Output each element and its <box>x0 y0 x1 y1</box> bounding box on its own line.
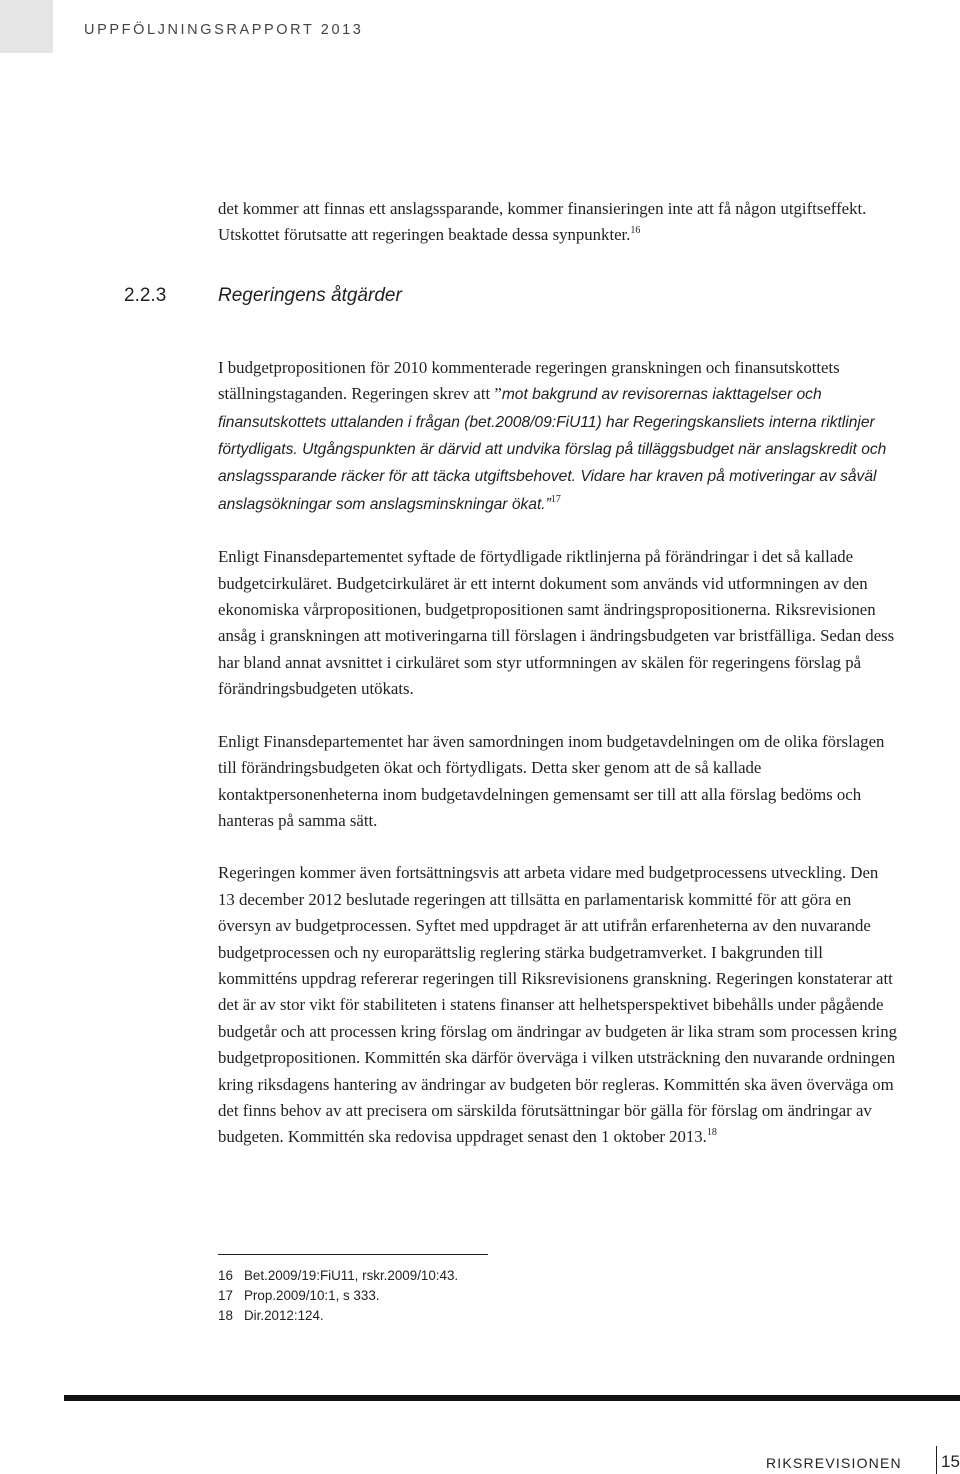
footnote-text: Bet.2009/19:FiU11, rskr.2009/10:43. <box>244 1268 459 1283</box>
paragraph-3: Enligt Finansdepartementet har även samordningen inom budgetavdelningen om de olika förslagen till förändringsbudgeten ökat och förtydligats. Detta sker genom att de så kallade kontaktpersonenheterna inom budgetavdelningen gemensamt ser till att alla förslag bedöms och hanteras på samma sätt. <box>218 731 885 830</box>
paragraph-4-text: Regeringen kommer även fortsättningsvis att arbeta vidare med budgetprocessens utveckling. Den 13 december 2012 beslutade regeringen att tillsätta en parlamentarisk kommitté för att göra en översyn av budgetprocessen. Syftet med uppdraget är att utifrån erfarenheterna av den nuvarande budgetprocessen och ny europarättslig reglering stärka budgetramverket. I bakgrunden till kommitténs uppdrag refererar regeringen till Riksrevisionens granskning. Regeringen konstaterar att det är av stor vikt för stabiliteten i statens finanser att helhetsperspektivet bibehålls under pågående budgetår och att processen kring förslag om ändringar av budgeten är lika stram som processen kring budgetpropositionen. Kommittén ska därför överväga i vilken utsträckning den nuvarande ordningen kring riksdagens hantering av ändringar av budgeten bör regleras. Kommittén ska även överväga om det finns behov av att precisera om särskilda förutsättningar bör gälla för förslag om ändringar av budgeten. Kommittén ska redovisa uppdraget senast den 1 oktober 2013. <box>218 863 897 1147</box>
footnote-ref-18: 18 <box>706 1127 717 1139</box>
paragraph-1 <box>218 355 898 518</box>
running-header: UPPFÖLJNINGSRAPPORT 2013 <box>84 22 364 38</box>
footnote-number: 18 <box>218 1308 233 1323</box>
paragraph-0 <box>218 196 898 249</box>
footnote-number: 16 <box>218 1268 233 1283</box>
quotation: mot bakgrund av revisorernas iakttagelser och finansutskottets uttalanden i frågan (bet.2008/09:FiU11) har Regeringskansliets interna riktlinjer förtydligats. Utgångspunkten är därvid att undvika förslag på tilläggsbudget när anslagskredit och anslagssparande räcker för att täcka utgiftsbehovet. Vidare har kraven på motiveringar av såväl anslagsökningar som anslagsminskningar ökat.” <box>218 386 887 513</box>
footnote-ref-17: 17 <box>550 493 561 505</box>
paragraph-0-text: det kommer att finnas ett anslagssparande, kommer finansieringen inte att få någon utgiftseffekt. Utskottet förutsatte att regeringen beaktade dessa synpunkter. <box>218 199 867 245</box>
footnote-text: Prop.2009/10:1, s 333. <box>244 1288 380 1303</box>
footnote-text: Dir.2012:124. <box>244 1308 324 1323</box>
footnote-item <box>218 1266 458 1286</box>
page-number: 15 <box>941 1452 960 1471</box>
footer-brand: RIKSREVISIONEN <box>766 1455 902 1471</box>
paragraph-1-text: I budgetpropositionen för 2010 kommenterade regeringen granskningen och finansutskottets ställningstaganden. Regeringen skrev att ” <box>218 357 840 404</box>
footnotes <box>218 1266 458 1326</box>
footnote-ref-16: 16 <box>630 225 641 237</box>
paragraph-2: Enligt Finansdepartementet syftade de förtydligade riktlinjerna på förändringar i det så kallade budgetcirkuläret. Budgetcirkuläret är ett internt dokument som används vid utformningen av den ekonomiska vårpropositionen, budgetpropositionen samt ändringspropositionerna. Riksrevisionen ansåg i granskningen att motiveringarna till förslagen i ändringsbudgeten var bristfälliga. Sedan dess har bland annat avsnittet i cirkuläret som styr utformningen av skälen för regeringens förslag på förändringsbudgeten utökats. <box>218 547 895 699</box>
section-number: 2.2.3 <box>124 285 167 306</box>
paragraph-4 <box>218 860 898 1150</box>
footnote-number: 17 <box>218 1288 233 1303</box>
footnote-rule <box>218 1254 488 1255</box>
footer-rule <box>64 1395 960 1401</box>
footnote-item <box>218 1286 458 1306</box>
body-text <box>218 196 898 1151</box>
footer-divider <box>936 1446 937 1474</box>
footnote-item <box>218 1306 458 1326</box>
corner-decoration <box>0 0 53 53</box>
section-title: Regeringens åtgärder <box>218 285 402 306</box>
